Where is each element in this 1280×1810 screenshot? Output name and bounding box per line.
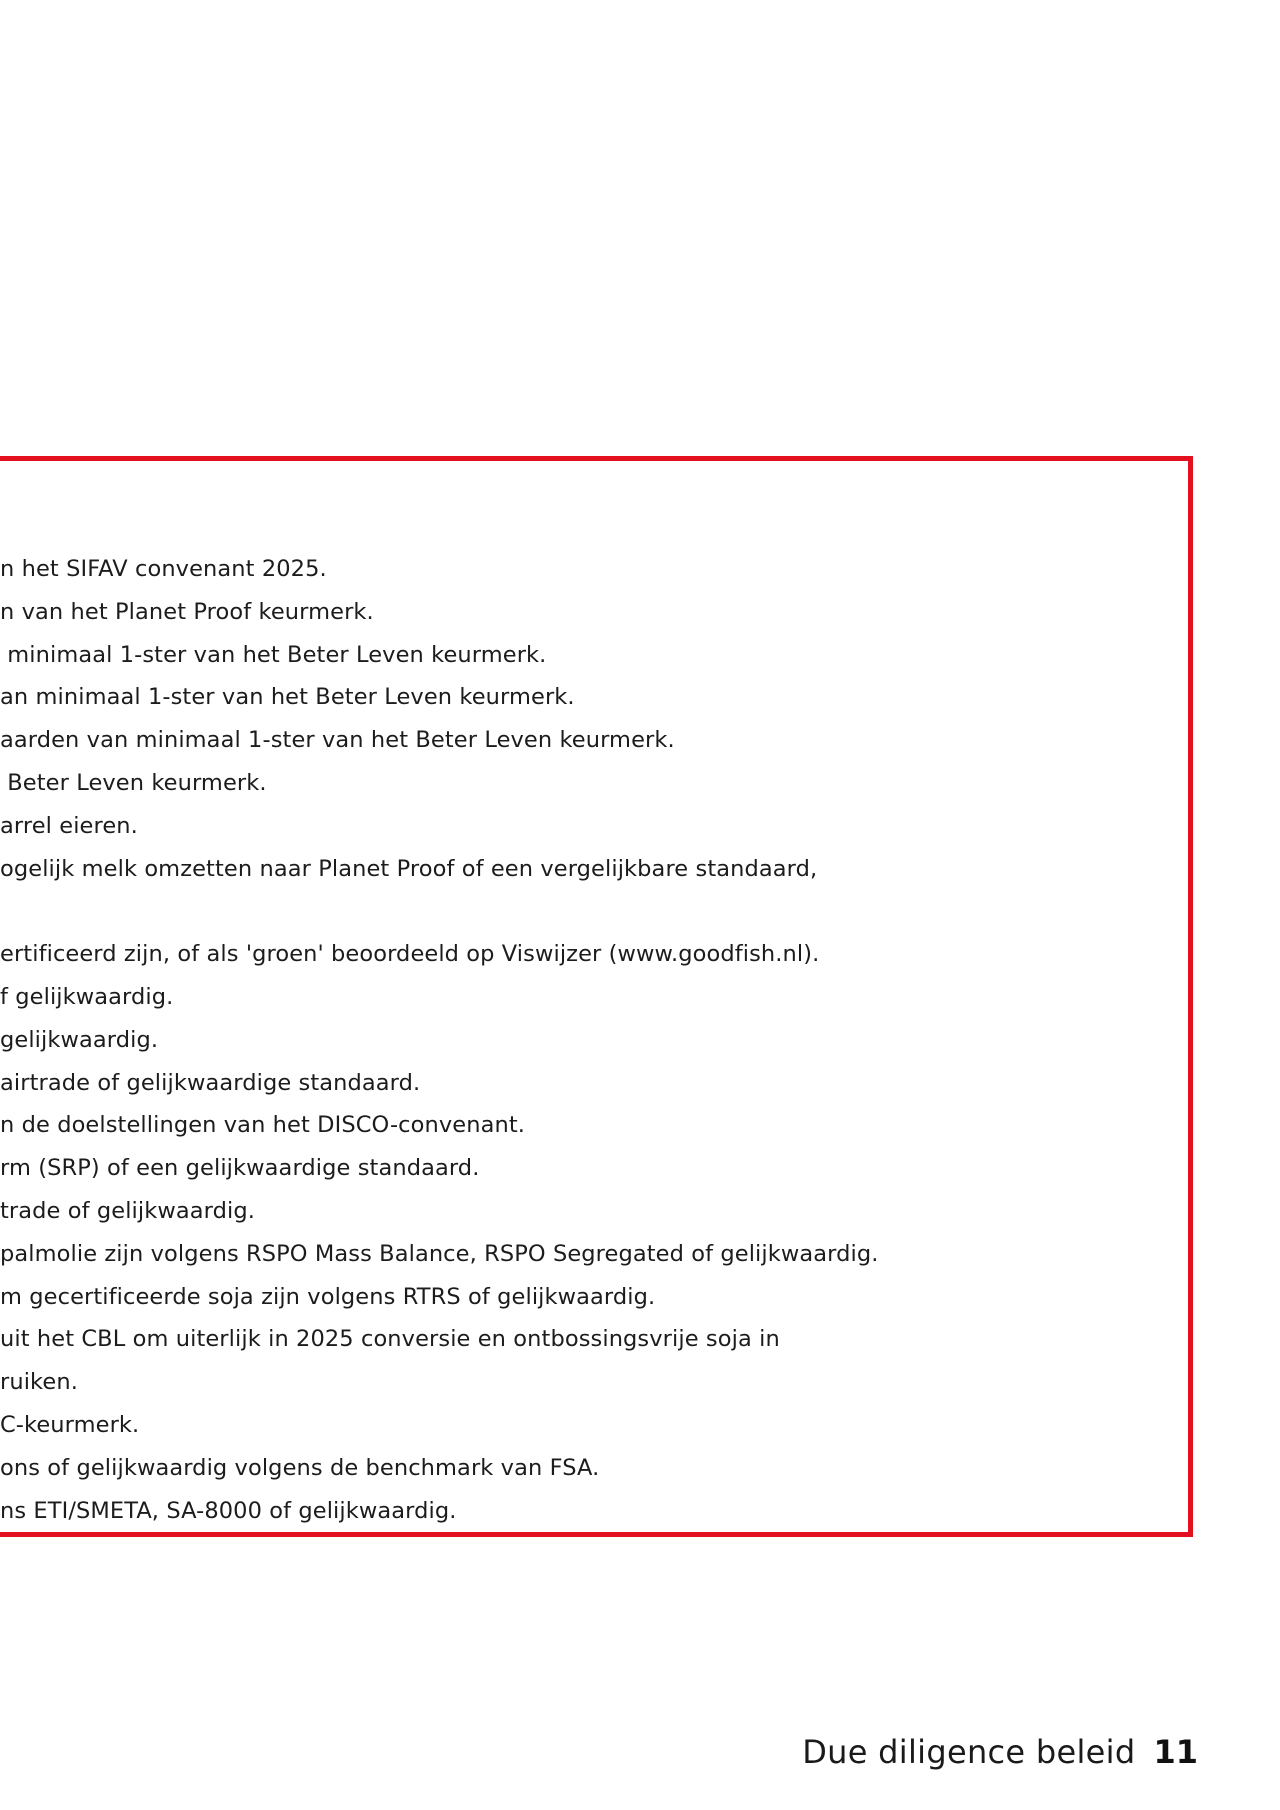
text-line: ruiken.: [0, 1369, 78, 1396]
text-line: arrel eieren.: [0, 812, 138, 839]
text-line: Beter Leven keurmerk.: [0, 769, 267, 796]
text-line: trade of gelijkwaardig.: [0, 1197, 255, 1224]
text-line: ons of gelijkwaardig volgens de benchmark van FSA.: [0, 1454, 600, 1481]
text-line: m gecertificeerde soja zijn volgens RTRS of gelijkwaardig.: [0, 1283, 656, 1310]
text-line: airtrade of gelijkwaardige standaard.: [0, 1069, 421, 1096]
page-footer: [802, 1733, 1198, 1771]
text-line: f gelijkwaardig.: [0, 983, 174, 1010]
text-line: palmolie zijn volgens RSPO Mass Balance, RSPO Segregated of gelijkwaardig.: [0, 1240, 879, 1267]
text-line: C-keurmerk.: [0, 1411, 140, 1438]
text-line: uit het CBL om uiterlijk in 2025 conversie en ontbossingsvrije soja in: [0, 1326, 780, 1353]
text-line: n van het Planet Proof keurmerk.: [0, 598, 374, 625]
text-line: ertificeerd zijn, of als 'groen' beoordeeld op Viswijzer (www.goodfish.nl).: [0, 941, 820, 968]
text-line: rm (SRP) of een gelijkwaardige standaard.: [0, 1155, 480, 1182]
text-line: n de doelstellingen van het DISCO-convenant.: [0, 1112, 526, 1139]
text-line: ns ETI/SMETA, SA-8000 of gelijkwaardig.: [0, 1497, 457, 1524]
text-line: aarden van minimaal 1-ster van het Beter Leven keurmerk.: [0, 727, 675, 754]
text-line: gelijkwaardig.: [0, 1026, 159, 1053]
footer-section-title: Due diligence beleid: [802, 1733, 1136, 1771]
text-line: an minimaal 1-ster van het Beter Leven keurmerk.: [0, 684, 575, 711]
text-line-empty: [0, 890, 1180, 933]
text-line: ogelijk melk omzetten naar Planet Proof of een vergelijkbare standaard,: [0, 855, 818, 882]
text-line: minimaal 1-ster van het Beter Leven keurmerk.: [0, 641, 547, 668]
text-line: n het SIFAV convenant 2025.: [0, 556, 327, 582]
requirements-text-block: [0, 548, 1180, 1532]
page-number: 11: [1153, 1733, 1198, 1771]
